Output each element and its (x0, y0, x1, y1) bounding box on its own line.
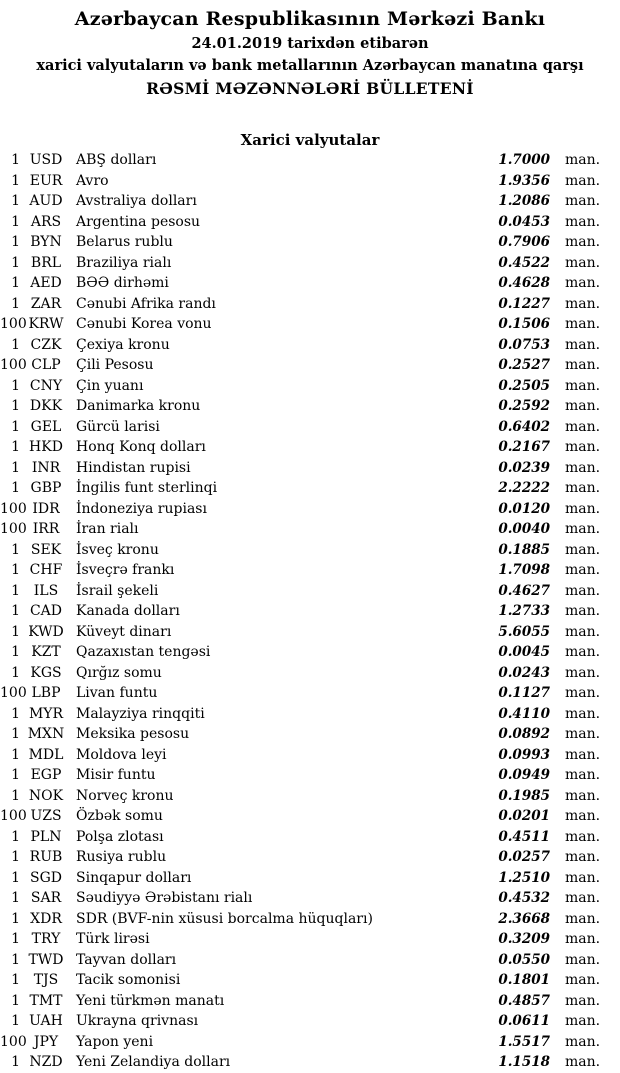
row-unit-label: man. (565, 295, 601, 312)
row-rate-value: 5.6055 (498, 623, 550, 640)
table-row (0, 929, 610, 950)
row-quantity: 1 (11, 849, 20, 865)
row-currency-name: SDR (BVF-nin xüsusi borcalma hüquqları) (76, 910, 373, 927)
row-unit-label: man. (565, 1013, 601, 1029)
row-currency-name: Moldova leyi (76, 746, 167, 763)
row-unit-label: man. (565, 685, 601, 701)
row-rate-value: 0.0550 (498, 951, 550, 968)
row-rate-value: 0.2527 (498, 357, 550, 373)
row-rate-value: 0.2592 (498, 398, 550, 414)
row-unit-label: man. (565, 152, 601, 168)
row-rate-value: 0.7906 (498, 234, 550, 250)
row-rate-value: 0.0611 (498, 1013, 550, 1029)
row-rate-value: 1.7000 (498, 152, 550, 168)
row-currency-name: Danimarka kronu (76, 398, 201, 414)
row-unit-label: man. (565, 951, 601, 968)
row-currency-code: IDR (32, 500, 60, 517)
row-currency-code: TJS (33, 972, 59, 988)
row-unit-label: man. (565, 172, 601, 189)
bulletin-header (0, 0, 620, 100)
row-currency-name: Hindistan rupisi (76, 459, 191, 476)
table-row (0, 212, 610, 233)
row-quantity: 1 (11, 193, 20, 209)
row-currency-name: Meksika pesosu (76, 726, 190, 742)
row-currency-name: İngilis funt sterlinqi (76, 480, 218, 496)
table-row (0, 970, 610, 991)
row-currency-name: Misir funtu (76, 767, 156, 783)
row-unit-label: man. (565, 603, 601, 619)
row-currency-code: CZK (30, 336, 62, 353)
table-row (0, 683, 610, 704)
row-rate-value: 0.0243 (498, 664, 550, 681)
row-currency-name: Yapon yeni (76, 1033, 154, 1050)
row-currency-code: KGS (30, 664, 62, 681)
row-unit-label: man. (565, 808, 601, 824)
table-row (0, 663, 610, 684)
row-rate-value: 0.0201 (498, 808, 550, 824)
row-rate-value: 0.4522 (498, 254, 550, 271)
table-row (0, 314, 610, 335)
row-quantity: 1 (11, 951, 20, 968)
row-quantity: 1 (11, 234, 20, 250)
row-quantity: 1 (11, 459, 20, 476)
row-unit-label: man. (565, 869, 601, 886)
row-currency-name: Tacik somonisi (76, 972, 181, 988)
row-rate-value: 0.0892 (498, 726, 550, 742)
row-quantity: 1 (11, 767, 20, 783)
table-row (0, 560, 610, 581)
row-rate-value: 2.3668 (498, 910, 550, 927)
row-currency-code: EUR (29, 172, 63, 189)
row-currency-name: BƏƏ dirhəmi (76, 275, 169, 291)
row-currency-code: TRY (31, 931, 61, 947)
row-quantity: 1 (11, 705, 20, 722)
row-unit-label: man. (565, 398, 601, 414)
row-unit-label: man. (565, 357, 601, 373)
table-row (0, 478, 610, 499)
row-currency-name: Qazaxıstan tengəsi (76, 644, 211, 660)
row-rate-value: 0.0993 (498, 746, 550, 763)
row-rate-value: 0.2505 (498, 377, 550, 394)
row-rate-value: 1.5517 (498, 1033, 550, 1050)
table-row (0, 417, 610, 438)
row-rate-value: 0.1985 (498, 787, 550, 804)
table-row (0, 171, 610, 192)
row-currency-code: INR (31, 459, 61, 476)
row-quantity: 100 (0, 357, 27, 373)
row-unit-label: man. (565, 992, 601, 1009)
row-currency-name: İsrail şekeli (76, 582, 159, 599)
row-rate-value: 1.2510 (498, 869, 550, 886)
row-quantity: 1 (11, 336, 20, 353)
row-rate-value: 0.4628 (498, 275, 550, 291)
row-rate-value: 1.9356 (498, 172, 550, 189)
row-rate-value: 1.7098 (498, 562, 550, 578)
row-unit-label: man. (565, 1054, 601, 1070)
row-rate-value: 1.2733 (498, 603, 550, 619)
row-currency-code: KZT (31, 644, 61, 660)
row-rate-value: 0.0040 (498, 521, 550, 537)
row-rate-value: 0.4857 (498, 992, 550, 1009)
row-currency-name: Türk lirəsi (76, 931, 150, 947)
row-currency-code: UAH (29, 1013, 63, 1029)
row-quantity: 1 (11, 275, 20, 291)
table-row (0, 335, 610, 356)
table-row (0, 868, 610, 889)
row-currency-name: Malayziya rinqqiti (76, 705, 205, 722)
row-unit-label: man. (565, 890, 601, 906)
table-row (0, 232, 610, 253)
row-quantity: 1 (11, 931, 20, 947)
row-unit-label: man. (565, 972, 601, 988)
row-unit-label: man. (565, 767, 601, 783)
row-quantity: 1 (11, 295, 20, 312)
table-row (0, 1052, 610, 1073)
table-row (0, 1032, 610, 1053)
table-row (0, 540, 610, 561)
row-unit-label: man. (565, 480, 601, 496)
row-currency-code: DKK (29, 398, 63, 414)
row-quantity: 100 (0, 808, 27, 824)
row-currency-code: JPY (33, 1033, 59, 1050)
row-currency-name: Honq Konq dolları (76, 439, 206, 455)
table-row (0, 396, 610, 417)
table-row (0, 581, 610, 602)
row-quantity: 1 (11, 480, 20, 496)
effective-date-line: 24.01.2019 tarixdən etibarən (191, 35, 429, 52)
row-currency-name: Norveç kronu (76, 787, 174, 804)
row-currency-code: NZD (29, 1054, 63, 1070)
row-currency-code: ZAR (30, 295, 62, 312)
rates-table (0, 150, 620, 1073)
table-row (0, 150, 610, 171)
row-quantity: 100 (0, 685, 27, 701)
row-currency-code: GBP (30, 480, 62, 496)
row-rate-value: 0.0120 (498, 500, 550, 517)
row-rate-value: 0.0453 (498, 213, 550, 230)
row-rate-value: 1.1518 (498, 1054, 550, 1070)
table-row (0, 1011, 610, 1032)
row-quantity: 1 (11, 418, 20, 435)
row-currency-name: İsveç kronu (76, 541, 159, 558)
row-rate-value: 0.0045 (498, 644, 550, 660)
row-rate-value: 1.2086 (498, 193, 550, 209)
row-currency-name: Braziliya rialı (76, 254, 172, 271)
table-row (0, 950, 610, 971)
row-quantity: 1 (11, 377, 20, 394)
row-rate-value: 0.0949 (498, 767, 550, 783)
row-currency-name: Livan funtu (76, 685, 158, 701)
row-currency-code: EGP (30, 767, 62, 783)
row-rate-value: 0.1801 (498, 972, 550, 988)
table-row (0, 294, 610, 315)
row-unit-label: man. (565, 705, 601, 722)
table-row (0, 253, 610, 274)
row-currency-name: Sinqapur dolları (76, 869, 192, 886)
row-quantity: 1 (11, 213, 20, 230)
row-unit-label: man. (565, 787, 601, 804)
row-rate-value: 0.3209 (498, 931, 550, 947)
row-currency-code: AED (30, 275, 62, 291)
table-row (0, 991, 610, 1012)
row-quantity: 1 (11, 828, 20, 845)
table-row (0, 704, 610, 725)
row-currency-code: IRR (32, 521, 60, 537)
row-unit-label: man. (565, 521, 601, 537)
row-quantity: 1 (11, 890, 20, 906)
row-unit-label: man. (565, 459, 601, 476)
row-currency-code: LBP (31, 685, 61, 701)
row-unit-label: man. (565, 746, 601, 763)
row-quantity: 100 (0, 316, 27, 332)
row-currency-name: Tayvan dolları (76, 951, 177, 968)
row-unit-label: man. (565, 500, 601, 517)
row-currency-name: Avro (76, 172, 109, 189)
row-currency-code: SAR (30, 890, 62, 906)
row-rate-value: 0.1227 (498, 295, 550, 312)
row-quantity: 1 (11, 644, 20, 660)
row-currency-code: RUB (29, 849, 63, 865)
row-currency-code: SGD (30, 869, 62, 886)
table-row (0, 273, 610, 294)
row-quantity: 1 (11, 562, 20, 578)
table-row (0, 499, 610, 520)
row-unit-label: man. (565, 275, 601, 291)
row-quantity: 1 (11, 664, 20, 681)
row-unit-label: man. (565, 193, 601, 209)
row-currency-name: Səudiyyə Ərəbistanı rialı (76, 890, 253, 906)
row-quantity: 1 (11, 869, 20, 886)
row-currency-code: AUD (29, 193, 63, 209)
row-unit-label: man. (565, 644, 601, 660)
row-currency-name: Rusiya rublu (76, 849, 167, 865)
row-currency-code: PLN (30, 828, 62, 845)
row-currency-name: Ukrayna qrivnası (76, 1013, 199, 1029)
row-currency-name: Yeni Zelandiya dolları (76, 1054, 231, 1070)
table-row (0, 642, 610, 663)
table-row (0, 437, 610, 458)
row-currency-code: CNY (29, 377, 63, 394)
row-unit-label: man. (565, 931, 601, 947)
section-title: Xarici valyutalar (240, 131, 380, 149)
row-unit-label: man. (565, 664, 601, 681)
row-currency-code: TMT (29, 992, 63, 1009)
table-row (0, 786, 610, 807)
row-rate-value: 0.0239 (498, 459, 550, 476)
row-currency-name: İndoneziya rupiası (76, 500, 207, 517)
row-currency-code: MYR (28, 705, 64, 722)
table-row (0, 745, 610, 766)
row-currency-code: ARS (30, 213, 62, 230)
row-unit-label: man. (565, 254, 601, 271)
row-unit-label: man. (565, 336, 601, 353)
row-currency-code: KRW (28, 316, 64, 332)
row-unit-label: man. (565, 377, 601, 394)
row-unit-label: man. (565, 623, 601, 640)
table-row (0, 191, 610, 212)
row-currency-name: Yeni türkmən manatı (76, 992, 225, 1009)
row-currency-code: USD (29, 152, 63, 168)
row-currency-code: MXN (27, 726, 65, 742)
row-currency-name: Argentina pesosu (76, 213, 201, 230)
row-quantity: 1 (11, 152, 20, 168)
row-quantity: 1 (11, 254, 20, 271)
row-currency-name: Belarus rublu (76, 234, 173, 250)
table-row (0, 847, 610, 868)
row-currency-name: Çexiya kronu (76, 336, 170, 353)
row-currency-code: GEL (30, 418, 62, 435)
row-quantity: 1 (11, 398, 20, 414)
row-currency-code: NOK (28, 787, 64, 804)
row-rate-value: 0.2167 (498, 439, 550, 455)
row-currency-code: MDL (28, 746, 64, 763)
row-rate-value: 0.4511 (498, 828, 550, 845)
row-unit-label: man. (565, 316, 601, 332)
row-currency-name: ABŞ dolları (76, 152, 157, 168)
row-quantity: 1 (11, 623, 20, 640)
row-currency-code: XDR (30, 910, 62, 927)
row-currency-code: CLP (31, 357, 61, 373)
row-quantity: 1 (11, 172, 20, 189)
row-currency-name: Gürcü larisi (76, 418, 160, 435)
row-quantity: 100 (0, 521, 27, 537)
row-currency-code: TWD (28, 951, 64, 968)
row-unit-label: man. (565, 562, 601, 578)
row-currency-code: CAD (29, 603, 63, 619)
row-unit-label: man. (565, 1033, 601, 1050)
row-currency-name: Çili Pesosu (76, 357, 154, 373)
row-unit-label: man. (565, 828, 601, 845)
row-currency-name: Polşa zlotası (76, 828, 164, 845)
row-unit-label: man. (565, 213, 601, 230)
row-unit-label: man. (565, 439, 601, 455)
table-row (0, 827, 610, 848)
row-rate-value: 0.4532 (498, 890, 550, 906)
row-quantity: 1 (11, 726, 20, 742)
row-quantity: 1 (11, 992, 20, 1009)
row-rate-value: 0.1127 (498, 685, 550, 701)
row-quantity: 1 (11, 746, 20, 763)
row-quantity: 100 (0, 1033, 27, 1050)
table-row (0, 724, 610, 745)
table-row (0, 765, 610, 786)
row-rate-value: 0.4627 (498, 582, 550, 599)
row-currency-name: İsveçrə frankı (76, 562, 175, 578)
row-currency-name: Qırğız somu (76, 664, 162, 681)
row-currency-code: UZS (30, 808, 62, 824)
row-currency-code: KWD (28, 623, 64, 640)
row-quantity: 1 (11, 1054, 20, 1070)
row-quantity: 1 (11, 439, 20, 455)
row-rate-value: 0.0257 (498, 849, 550, 865)
table-row (0, 622, 610, 643)
table-row (0, 376, 610, 397)
row-quantity: 1 (11, 582, 20, 599)
row-rate-value: 0.0753 (498, 336, 550, 353)
row-rate-value: 2.2222 (498, 480, 550, 496)
row-quantity: 1 (11, 972, 20, 988)
table-row (0, 458, 610, 479)
bank-title: Azərbaycan Respublikasının Mərkəzi Bankı (74, 8, 546, 30)
table-row (0, 888, 610, 909)
row-unit-label: man. (565, 726, 601, 742)
row-currency-code: BYN (30, 234, 62, 250)
table-row (0, 355, 610, 376)
row-currency-name: İran rialı (76, 521, 139, 537)
row-currency-code: SEK (30, 541, 62, 558)
row-unit-label: man. (565, 910, 601, 927)
row-quantity: 1 (11, 603, 20, 619)
row-currency-name: Özbək somu (76, 808, 163, 824)
row-rate-value: 0.1885 (498, 541, 550, 558)
row-rate-value: 0.4110 (498, 705, 550, 722)
row-currency-name: Cənubi Korea vonu (76, 316, 212, 332)
row-unit-label: man. (565, 541, 601, 558)
row-currency-name: Kanada dolları (76, 603, 180, 619)
row-currency-name: Cənubi Afrika randı (76, 295, 216, 312)
table-row (0, 601, 610, 622)
table-row (0, 909, 610, 930)
row-currency-code: BRL (30, 254, 62, 271)
table-row (0, 519, 610, 540)
row-quantity: 1 (11, 1013, 20, 1029)
row-unit-label: man. (565, 234, 601, 250)
table-row (0, 806, 610, 827)
bulletin-title: RƏSMİ MƏZƏNNƏLƏRİ BÜLLETENİ (146, 79, 474, 98)
row-unit-label: man. (565, 849, 601, 865)
row-currency-code: ILS (33, 582, 59, 599)
subject-line: xarici valyutaların və bank metallarının Azərbaycan manatına qarşı (36, 57, 584, 74)
row-rate-value: 0.1506 (498, 316, 550, 332)
row-unit-label: man. (565, 418, 601, 435)
row-unit-label: man. (565, 582, 601, 599)
row-quantity: 1 (11, 910, 20, 927)
row-currency-name: Avstraliya dolları (76, 193, 197, 209)
row-currency-code: HKD (29, 439, 63, 455)
row-currency-code: CHF (29, 562, 63, 578)
row-quantity: 1 (11, 541, 20, 558)
row-quantity: 1 (11, 787, 20, 804)
row-rate-value: 0.6402 (498, 418, 550, 435)
row-quantity: 100 (0, 500, 27, 517)
row-currency-name: Çin yuanı (76, 377, 144, 394)
row-currency-name: Küveyt dinarı (76, 623, 172, 640)
